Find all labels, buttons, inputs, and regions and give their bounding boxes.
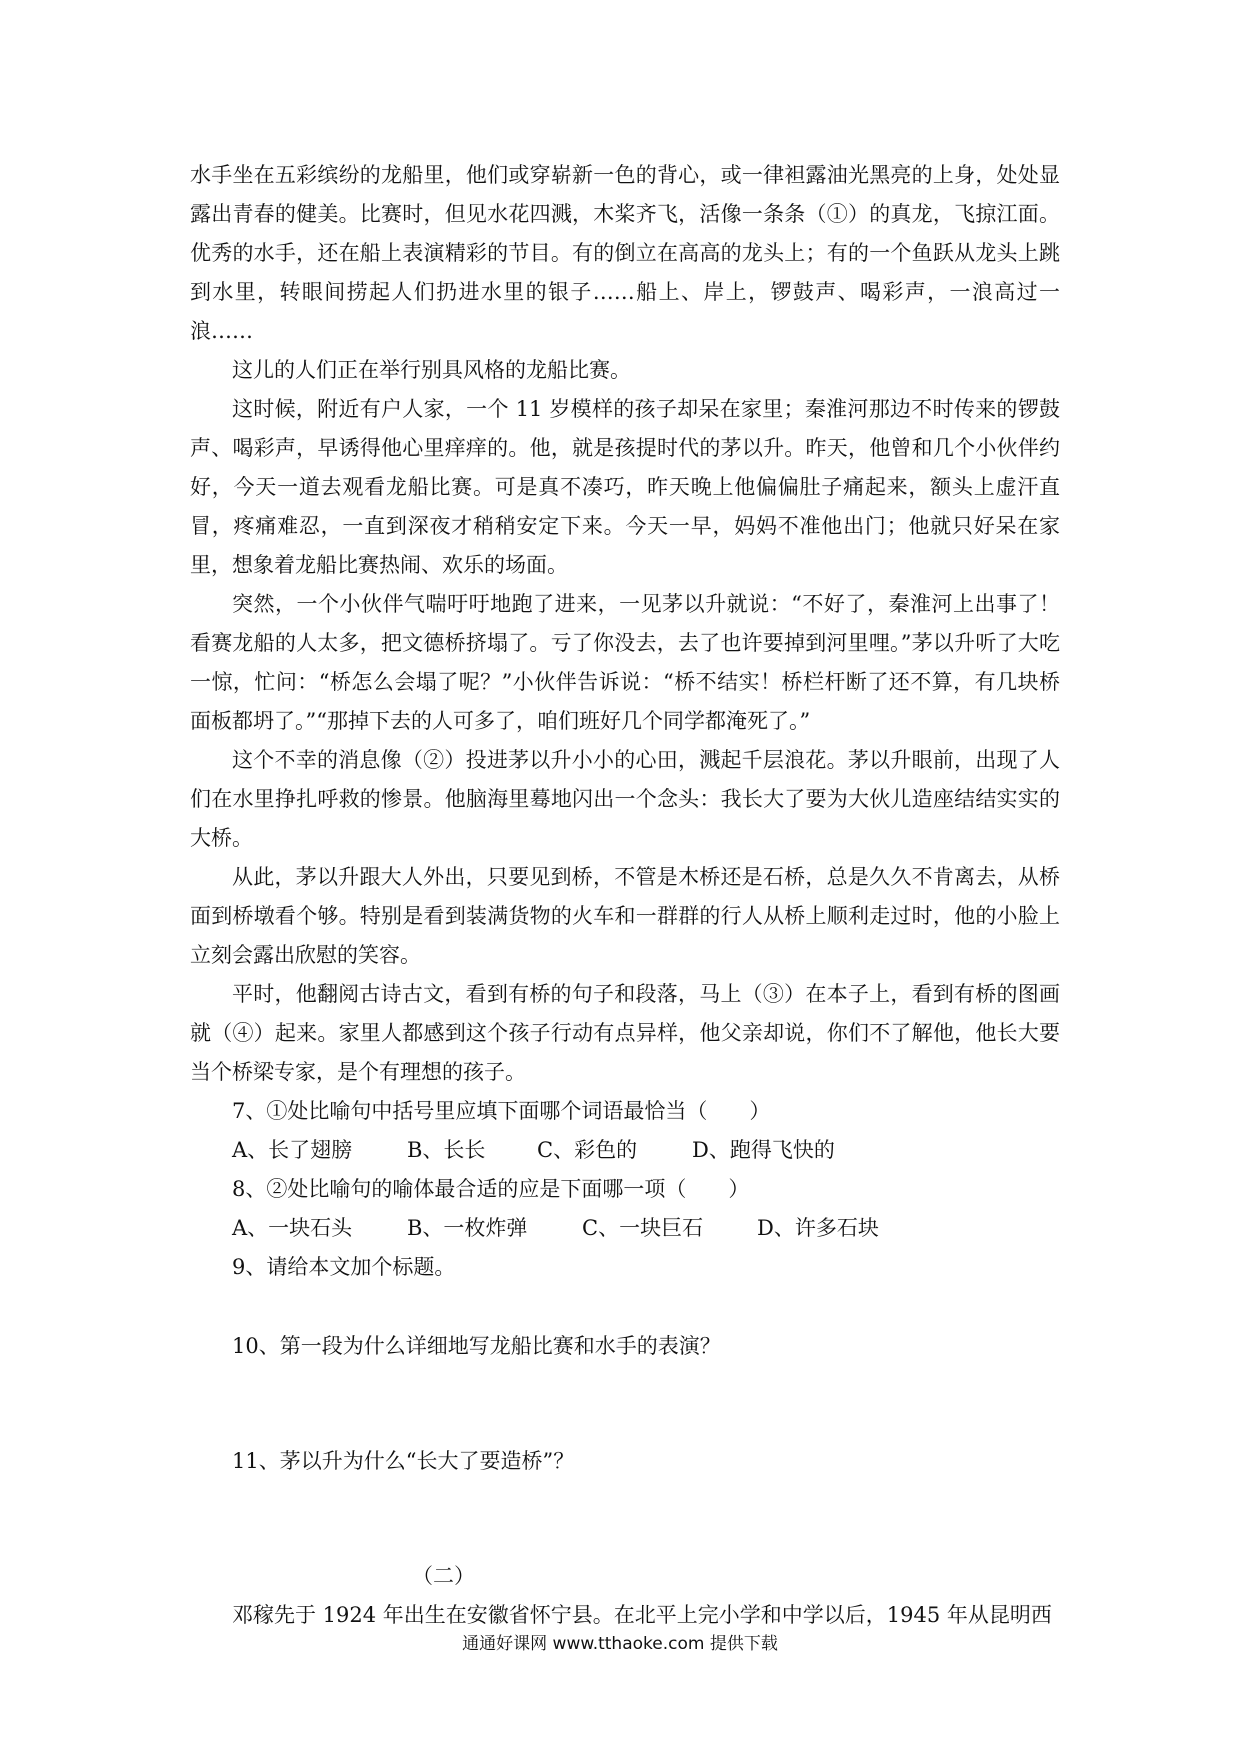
- question-7-option-a: A、长了翅膀: [232, 1138, 353, 1162]
- question-8-option-c: C、一块巨石: [582, 1216, 704, 1240]
- footer-credit: 通通好课网 www.tthaoke.com 提供下载: [462, 1634, 778, 1654]
- question-7: 7、①处比喻句中括号里应填下面哪个词语最恰当（ ）: [232, 1099, 771, 1123]
- passage-paragraph-3: 这时候，附近有户人家，一个 11 岁模样的孩子却呆在家里；秦淮河那边不时传来的锣鼓声、喝彩声，早诱得他心里痒痒的。他，就是孩提时代的茅以升。昨天，他曾和几个小伙伴约好，今天一道去观看龙船比赛。可是真不凑巧，昨天晚上他偏偏肚子痛起来，额头上虚汗直冒，疼痛难忍，一直到深夜才稍稍安定下来。今天一早，妈妈不准他出门；他就只好呆在家里，想象着龙船比赛热闹、欢乐的场面。: [190, 397, 1060, 577]
- question-11: 11、茅以升为什么“长大了要造桥”？: [232, 1449, 575, 1473]
- question-8-option-d: D、许多石块: [757, 1216, 879, 1240]
- section-2-paragraph-1: 邓稼先于 1924 年出生在安徽省怀宁县。在北平上完小学和中学以后，1945 年从昆明西: [232, 1603, 1052, 1627]
- answer-space-9: [190, 1287, 1060, 1327]
- question-8-option-b: B、一枚炸弹: [407, 1216, 528, 1240]
- question-8-option-a: A、一块石头: [232, 1216, 353, 1240]
- passage-paragraph-5: 这个不幸的消息像（②）投进茅以升小小的心田，溅起千层浪花。茅以升眼前，出现了人们在水里挣扎呼救的惨景。他脑海里蓦地闪出一个念头：我长大了要为大伙儿造座结结实实的大桥。: [190, 748, 1060, 850]
- question-8: 8、②处比喻句的喻体最合适的应是下面哪一项（ ）: [232, 1177, 750, 1201]
- passage-paragraph-4: 突然，一个小伙伴气喘吁吁地跑了进来，一见茅以升就说：“不好了，秦淮河上出事了！看赛龙船的人太多，把文德桥挤塌了。亏了你没去，去了也许要掉到河里哩。”茅以升听了大吃一惊，忙问：“桥怎么会塌了呢？”小伙伴告诉说：“桥不结实！桥栏杆断了还不算，有几块桥面板都坍了。”“那掉下去的人可多了，咱们班好几个同学都淹死了。”: [190, 592, 1060, 733]
- passage-paragraph-7: 平时，他翻阅古诗古文，看到有桥的句子和段落，马上（③）在本子上，看到有桥的图画就（④）起来。家里人都感到这个孩子行动有点异样，他父亲却说，你们不了解他，他长大要当个桥梁专家，是个有理想的孩子。: [190, 982, 1060, 1084]
- question-9: 9、请给本文加个标题。: [232, 1255, 456, 1279]
- question-7-option-c: C、彩色的: [537, 1138, 638, 1162]
- answer-space-11: [190, 1481, 1060, 1557]
- question-7-option-d: D、跑得飞快的: [692, 1138, 835, 1162]
- section-2-title: （二）: [412, 1564, 475, 1588]
- question-8-options: [232, 1209, 1060, 1248]
- document-body: [190, 156, 1060, 1635]
- question-10: 10、第一段为什么详细地写龙船比赛和水手的表演？: [232, 1334, 721, 1358]
- passage-paragraph-2: 这儿的人们正在举行别具风格的龙船比赛。: [232, 358, 631, 382]
- passage-paragraph-1: 水手坐在五彩缤纷的龙船里，他们或穿崭新一色的背心，或一律袒露油光黑亮的上身，处处显露出青春的健美。比赛时，但见水花四溅，木桨齐飞，活像一条条（①）的真龙，飞掠江面。优秀的水手，还在船上表演精彩的节目。有的倒立在高高的龙头上；有的一个鱼跃从龙头上跳到水里，转眼间捞起人们扔进水里的银子……船上、岸上，锣鼓声、喝彩声，一浪高过一浪……: [190, 163, 1060, 343]
- question-7-option-b: B、长长: [407, 1138, 486, 1162]
- passage-paragraph-6: 从此，茅以升跟大人外出，只要见到桥，不管是木桥还是石桥，总是久久不肯离去，从桥面到桥墩看个够。特别是看到装满货物的火车和一群群的行人从桥上顺利走过时，他的小脸上立刻会露出欣慰的笑容。: [190, 865, 1060, 967]
- answer-space-10: [190, 1366, 1060, 1442]
- question-7-options: [232, 1131, 1060, 1170]
